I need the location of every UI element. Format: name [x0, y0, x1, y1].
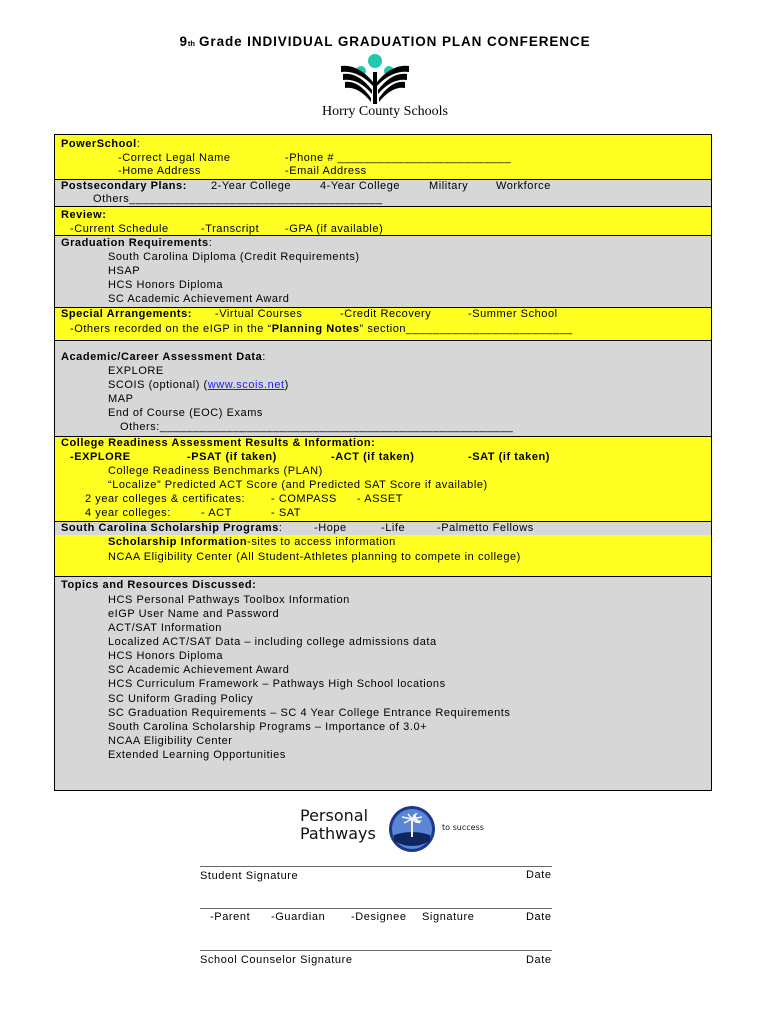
graduation-item: South Carolina Diploma (Credit Requirements)	[108, 251, 360, 263]
topic-item: SC Academic Achievement Award	[108, 664, 290, 676]
test-psat: -PSAT (if taken)	[187, 451, 277, 463]
scholarship-item: -Life	[381, 522, 406, 534]
topic-item: Extended Learning Opportunities	[108, 749, 286, 761]
topics-heading: Topics and Resources Discussed:	[61, 579, 257, 591]
student-signature-label: Student Signature	[200, 870, 299, 882]
parent-label: -Parent	[210, 911, 251, 923]
phone-field: -Phone # __________________________	[285, 152, 512, 164]
benchmarks-item: College Readiness Benchmarks (PLAN)	[108, 465, 323, 477]
topic-item: ACT/SAT Information	[108, 622, 222, 634]
divider	[55, 340, 711, 341]
test-act: -ACT (if taken)	[331, 451, 415, 463]
signature-line	[200, 908, 552, 909]
sat-item: - SAT	[271, 507, 302, 519]
home-address-item: -Home Address	[118, 165, 201, 177]
review-item: -Current Schedule	[70, 223, 169, 235]
postsecondary-others: Others______________________________________	[93, 193, 383, 205]
topic-item: South Carolina Scholarship Programs – Importance of 3.0+	[108, 721, 428, 733]
assessment-item: EXPLORE	[108, 365, 164, 377]
compass-item: - COMPASS	[271, 493, 337, 505]
graduation-item: HSAP	[108, 265, 141, 277]
localize-item: “Localize” Predicted ACT Score (and Predicted SAT Score if available)	[108, 479, 488, 491]
graduation-heading: Graduation Requirements:	[61, 237, 213, 249]
option-workforce: Workforce	[496, 180, 551, 192]
scholarship-item: -Hope	[314, 522, 347, 534]
guardian-label: -Guardian	[271, 911, 326, 923]
scholarship-heading: South Carolina Scholarship Programs:	[61, 522, 283, 534]
horry-county-schools-logo	[338, 52, 412, 106]
option-4-year-college: 4-Year College	[320, 180, 401, 192]
topic-item: HCS Curriculum Framework – Pathways High School locations	[108, 678, 446, 690]
special-item: -Virtual Courses	[215, 308, 303, 320]
signature-word-label: Signature	[422, 911, 475, 923]
review-item: -Transcript	[201, 223, 260, 235]
email-address-item: -Email Address	[285, 165, 367, 177]
designee-label: -Designee	[351, 911, 407, 923]
date-label: Date	[526, 954, 552, 966]
scholarship-item: -Palmetto Fellows	[437, 522, 534, 534]
topic-item: Localized ACT/SAT Data – including college admissions data	[108, 636, 437, 648]
review-heading: Review:	[61, 209, 107, 221]
conference-form	[54, 134, 712, 791]
counselor-signature-label: School Counselor Signature	[200, 954, 353, 966]
graduation-item: SC Academic Achievement Award	[108, 293, 290, 305]
review-item: -GPA (if available)	[285, 223, 384, 235]
assessment-others: Others:_____________________________________________________	[120, 421, 514, 433]
assessment-item: SCOIS (optional) (www.scois.net)	[108, 379, 289, 391]
test-explore: -EXPLORE	[70, 451, 131, 463]
postsecondary-heading: Postsecondary Plans:	[61, 180, 187, 192]
asset-item: - ASSET	[357, 493, 404, 505]
option-2-year-college: 2-Year College	[211, 180, 292, 192]
four-year-label: 4 year colleges:	[85, 507, 171, 519]
divider	[55, 576, 711, 577]
planning-notes-line: -Others recorded on the eIGP in the “Planning Notes” section_________________________	[70, 323, 573, 335]
assessment-heading: Academic/Career Assessment Data:	[61, 351, 266, 363]
test-sat: -SAT (if taken)	[468, 451, 550, 463]
special-heading: Special Arrangements:	[61, 308, 192, 320]
powerschool-heading: PowerSchool:	[61, 138, 141, 150]
assessment-item: End of Course (EOC) Exams	[108, 407, 263, 419]
palmetto-globe-icon	[388, 805, 436, 853]
brand-tagline: to success	[442, 823, 484, 832]
personal-pathways-logo	[300, 805, 500, 863]
special-item: -Summer School	[468, 308, 558, 320]
divider	[55, 206, 711, 207]
signature-line	[200, 866, 552, 867]
date-label: Date	[526, 911, 552, 923]
two-year-label: 2 year colleges & certificates:	[85, 493, 246, 505]
special-item: -Credit Recovery	[340, 308, 432, 320]
act-item: - ACT	[201, 507, 232, 519]
date-label: Date	[526, 869, 552, 881]
legal-name-item: -Correct Legal Name	[118, 152, 231, 164]
topic-item: SC Graduation Requirements – SC 4 Year College Entrance Requirements	[108, 707, 511, 719]
ncaa-item: NCAA Eligibility Center (All Student-Athletes planning to compete in college)	[108, 551, 521, 563]
college-readiness-heading: College Readiness Assessment Results & Information:	[61, 437, 376, 449]
topic-item: HCS Honors Diploma	[108, 650, 224, 662]
topic-item: eIGP User Name and Password	[108, 608, 280, 620]
assessment-item: MAP	[108, 393, 134, 405]
page-title: 9th Grade INDIVIDUAL GRADUATION PLAN CONFERENCE	[179, 34, 591, 49]
scholarship-info: Scholarship Information-sites to access information	[108, 536, 396, 548]
brand-line-1: Personal	[300, 806, 369, 825]
graduation-item: HCS Honors Diploma	[108, 279, 224, 291]
topic-item: SC Uniform Grading Policy	[108, 693, 254, 705]
scois-link[interactable]: www.scois.net	[207, 379, 285, 391]
topic-item: HCS Personal Pathways Toolbox Information	[108, 594, 350, 606]
signature-line	[200, 950, 552, 951]
organization-name: Horry County Schools	[322, 104, 448, 119]
topic-item: NCAA Eligibility Center	[108, 735, 233, 747]
brand-line-2: Pathways	[300, 824, 376, 843]
option-military: Military	[429, 180, 469, 192]
